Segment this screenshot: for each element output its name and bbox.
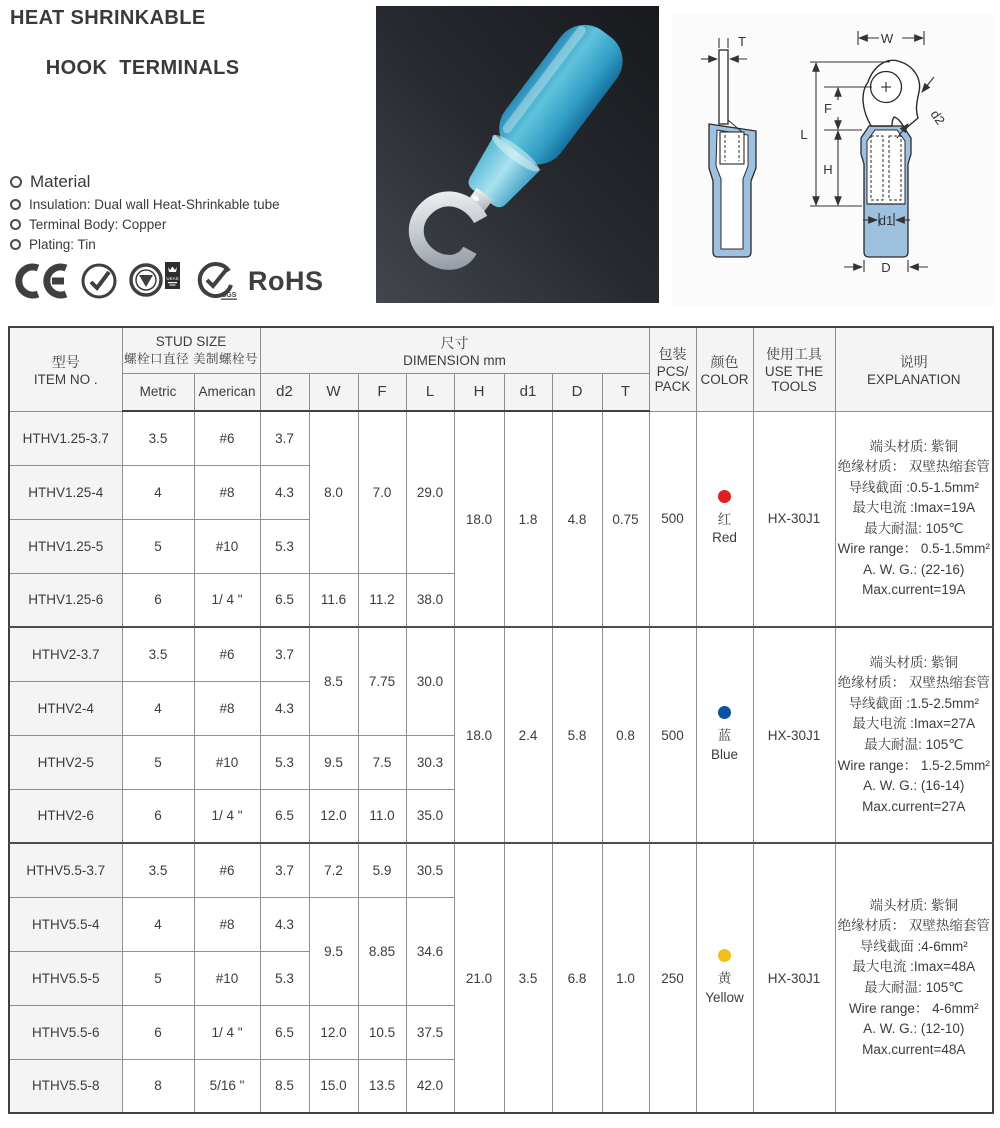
material-heading: Material: [30, 172, 91, 191]
header-tools: 使用工具 USE THE TOOLS: [753, 327, 835, 411]
color-dot: [718, 949, 731, 962]
dim-label-W: W: [880, 31, 894, 46]
cell-F: 11.2: [358, 573, 406, 627]
cell-american: #6: [194, 411, 260, 465]
cell-explanation: 端头材质: 紫铜 绝缘材质： 双壁热缩套管 导线截面 :1.5-2.5mm² 最大电流 :Imax=27A 最大耐温: 105℃ Wire range： 1.5-2.5mm² A. W. G.: (16-14) Max.current=27A: [835, 627, 993, 843]
dimension-diagram: [672, 14, 994, 306]
header-color: 颜色 COLOR: [696, 327, 753, 411]
cell-item: HTHV2-3.7: [9, 627, 122, 681]
table-row: [9, 411, 993, 465]
cell-american: #10: [194, 951, 260, 1005]
dim-label-T: T: [738, 34, 746, 49]
color-zh: 红: [717, 512, 732, 528]
hook-terminal-photo-art: [376, 6, 659, 303]
check-badge-icon: [79, 261, 119, 301]
cell-metric: 6: [122, 573, 194, 627]
cell-W: 11.6: [309, 573, 358, 627]
ce-mark-icon: [8, 262, 70, 300]
header-american: American: [194, 373, 260, 411]
cell-L: 30.0: [406, 627, 454, 735]
header-F: F: [358, 373, 406, 411]
cell-F: 7.75: [358, 627, 406, 735]
cell-item: HTHV2-4: [9, 681, 122, 735]
cell-american: #10: [194, 735, 260, 789]
header-metric: Metric: [122, 373, 194, 411]
cell-F: 11.0: [358, 789, 406, 843]
cell-L: 37.5: [406, 1005, 454, 1059]
cell-H: 21.0: [454, 843, 504, 1113]
rohs-label: RoHS: [248, 265, 324, 296]
cell-d2: 4.3: [260, 465, 309, 519]
spec-table-wrap: [8, 326, 994, 1114]
header-D: D: [552, 373, 602, 411]
cell-item: HTHV5.5-5: [9, 951, 122, 1005]
cell-L: 29.0: [406, 411, 454, 573]
cell-american: #8: [194, 897, 260, 951]
cell-metric: 3.5: [122, 627, 194, 681]
cell-T: 0.75: [602, 411, 649, 627]
cell-W: 8.5: [309, 627, 358, 735]
cell-d2: 8.5: [260, 1059, 309, 1113]
cell-d2: 5.3: [260, 951, 309, 1005]
dim-label-d1: d1: [878, 213, 894, 228]
color-en: Red: [712, 530, 737, 546]
cell-american: 1/ 4 ": [194, 573, 260, 627]
cell-F: 5.9: [358, 843, 406, 897]
cell-T: 1.0: [602, 843, 649, 1113]
cell-F: 7.5: [358, 735, 406, 789]
cell-L: 30.3: [406, 735, 454, 789]
cell-metric: 3.5: [122, 843, 194, 897]
cell-metric: 3.5: [122, 411, 194, 465]
cell-american: #8: [194, 465, 260, 519]
cell-metric: 4: [122, 897, 194, 951]
table-row: [9, 627, 993, 681]
material-item: Terminal Body: Copper: [29, 217, 167, 232]
header-H: H: [454, 373, 504, 411]
color-dot: [718, 490, 731, 503]
cell-F: 8.85: [358, 897, 406, 1005]
material-item: Insulation: Dual wall Heat-Shrinkable tube: [29, 197, 280, 212]
cell-pack: 500: [649, 627, 696, 843]
cell-item: HTHV5.5-8: [9, 1059, 122, 1113]
cell-item: HTHV2-5: [9, 735, 122, 789]
dim-label-d2: d2: [927, 107, 949, 128]
cell-W: 7.2: [309, 843, 358, 897]
cell-d2: 3.7: [260, 627, 309, 681]
product-photo: [376, 6, 659, 303]
cell-D: 5.8: [552, 627, 602, 843]
cell-d2: 6.5: [260, 573, 309, 627]
header-d1: d1: [504, 373, 552, 411]
cell-tool: HX-30J1: [753, 411, 835, 627]
header-stud-size: STUD SIZE 螺栓口直径 美制螺栓号: [122, 327, 260, 373]
cell-d2: 5.3: [260, 519, 309, 573]
header-dimension: 尺寸 DIMENSION mm: [260, 327, 649, 373]
color-zh: 蓝: [717, 728, 732, 744]
cell-american: #8: [194, 681, 260, 735]
dim-label-F: F: [824, 101, 832, 116]
bullet-icon: [10, 239, 21, 250]
cell-metric: 6: [122, 1005, 194, 1059]
cell-item: HTHV1.25-5: [9, 519, 122, 573]
cell-american: #6: [194, 627, 260, 681]
header-L: L: [406, 373, 454, 411]
dim-label-H: H: [823, 162, 833, 177]
cell-pack: 250: [649, 843, 696, 1113]
cell-L: 30.5: [406, 843, 454, 897]
sgs-badge-icon: [193, 259, 239, 303]
cell-L: 38.0: [406, 573, 454, 627]
cell-D: 6.8: [552, 843, 602, 1113]
cell-W: 12.0: [309, 789, 358, 843]
header-explanation: 说明 EXPLANATION: [835, 327, 993, 411]
bullet-icon: [10, 199, 21, 210]
cell-metric: 5: [122, 951, 194, 1005]
cell-H: 18.0: [454, 627, 504, 843]
cell-d2: 5.3: [260, 735, 309, 789]
cell-W: 8.0: [309, 411, 358, 573]
material-item: Plating: Tin: [29, 237, 96, 252]
cell-explanation: 端头材质: 紫铜 绝缘材质： 双壁热缩套管 导线截面 :4-6mm² 最大电流 :Imax=48A 最大耐温: 105℃ Wire range： 4-6mm² A. W. G.: (12-10) Max.current=48A: [835, 843, 993, 1113]
color-en: Yellow: [705, 989, 744, 1005]
cell-tool: HX-30J1: [753, 627, 835, 843]
cell-d2: 3.7: [260, 411, 309, 465]
cell-color: [696, 411, 753, 627]
header-W: W: [309, 373, 358, 411]
cell-L: 42.0: [406, 1059, 454, 1113]
dim-label-D: D: [881, 260, 891, 275]
cell-american: 1/ 4 ": [194, 789, 260, 843]
title-line1: HEAT SHRINKABLE: [10, 7, 206, 29]
cell-item: HTHV5.5-4: [9, 897, 122, 951]
cell-H: 18.0: [454, 411, 504, 627]
header-pack: 包装 PCS/ PACK: [649, 327, 696, 411]
dim-label-L: L: [800, 127, 808, 142]
cell-item: HTHV1.25-3.7: [9, 411, 122, 465]
intro-block: [10, 6, 370, 81]
cell-item: HTHV1.25-6: [9, 573, 122, 627]
cell-L: 35.0: [406, 789, 454, 843]
header-d2: d2: [260, 373, 309, 411]
spec-table: [8, 326, 994, 1114]
cell-D: 4.8: [552, 411, 602, 627]
cell-d1: 1.8: [504, 411, 552, 627]
header-item-no: 型号 ITEM NO .: [9, 327, 122, 411]
color-dot: [718, 706, 731, 719]
color-en: Blue: [711, 746, 739, 762]
cell-color: [696, 627, 753, 843]
cell-item: HTHV2-6: [9, 789, 122, 843]
cell-item: HTHV1.25-4: [9, 465, 122, 519]
cell-d2: 4.3: [260, 897, 309, 951]
certification-logos: [8, 258, 324, 304]
cell-item: HTHV5.5-6: [9, 1005, 122, 1059]
cell-d2: 6.5: [260, 789, 309, 843]
cell-L: 34.6: [406, 897, 454, 1005]
bullet-icon: [10, 176, 22, 188]
cell-W: 9.5: [309, 897, 358, 1005]
cell-tool: HX-30J1: [753, 843, 835, 1113]
cell-d1: 2.4: [504, 627, 552, 843]
cell-F: 13.5: [358, 1059, 406, 1113]
cell-W: 15.0: [309, 1059, 358, 1113]
cell-W: 12.0: [309, 1005, 358, 1059]
bullet-icon: [10, 219, 21, 230]
page-title: [10, 6, 370, 81]
svg-text:UKAS: UKAS: [166, 276, 179, 281]
cell-d1: 3.5: [504, 843, 552, 1113]
cell-metric: 4: [122, 681, 194, 735]
cell-d2: 6.5: [260, 1005, 309, 1059]
dimension-diagram-art: [672, 14, 994, 306]
cell-d2: 3.7: [260, 843, 309, 897]
cell-explanation: 端头材质: 紫铜 绝缘材质： 双壁热缩套管 导线截面 :0.5-1.5mm² 最大电流 :Imax=19A 最大耐温: 105℃ Wire range： 0.5-1.5mm² A. W. G.: (22-16) Max.current=19A: [835, 411, 993, 627]
table-row: [9, 843, 993, 897]
cell-american: #10: [194, 519, 260, 573]
cell-american: 1/ 4 ": [194, 1005, 260, 1059]
cell-metric: 5: [122, 519, 194, 573]
cell-F: 7.0: [358, 411, 406, 573]
cell-american: 5/16 ": [194, 1059, 260, 1113]
material-list: [10, 172, 370, 257]
cell-F: 10.5: [358, 1005, 406, 1059]
cell-metric: 4: [122, 465, 194, 519]
header-T: T: [602, 373, 649, 411]
cell-metric: 5: [122, 735, 194, 789]
cell-american: #6: [194, 843, 260, 897]
cell-T: 0.8: [602, 627, 649, 843]
svg-text:SGS: SGS: [221, 292, 237, 299]
color-zh: 黄: [717, 971, 732, 987]
cell-metric: 8: [122, 1059, 194, 1113]
cell-item: HTHV5.5-3.7: [9, 843, 122, 897]
cell-pack: 500: [649, 411, 696, 627]
iso-ukas-badge-icon: [128, 260, 184, 302]
title-line2: HOOK TERMINALS: [45, 57, 240, 79]
cell-metric: 6: [122, 789, 194, 843]
cell-color: [696, 843, 753, 1113]
cell-W: 9.5: [309, 735, 358, 789]
cell-d2: 4.3: [260, 681, 309, 735]
